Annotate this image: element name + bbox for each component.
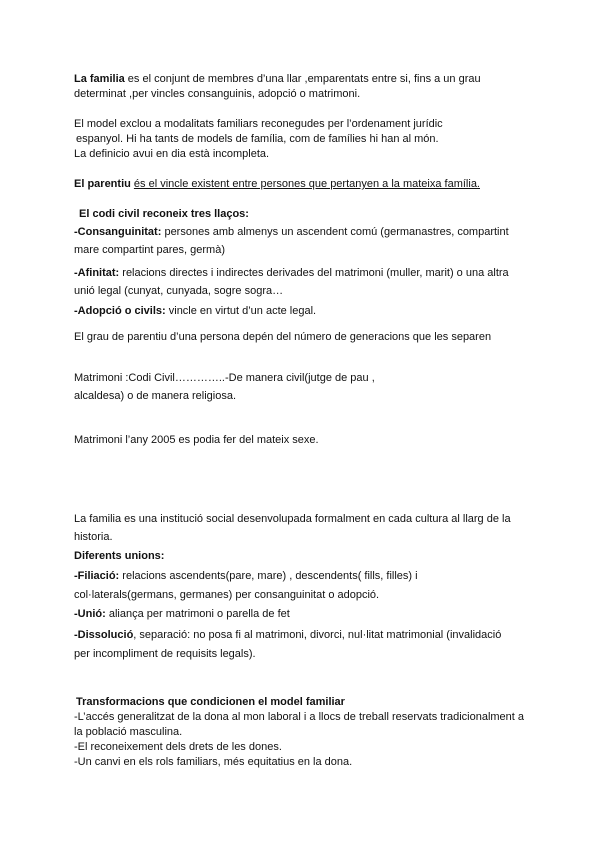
term-dissolucio: -Dissolució bbox=[74, 629, 134, 641]
text-line: per incompliment de requisits legals). bbox=[74, 648, 256, 660]
text-line: El grau de parentiu d’una persona depén del número de generacions que les separen bbox=[74, 331, 492, 343]
term-adopcio: -Adopció o civils: bbox=[74, 305, 166, 317]
unio-line: -Unió: aliança per matrimoni o parella de fet bbox=[74, 608, 290, 620]
text-line: espanyol. Hi ha tants de models de família, com de famílies hi han al món. bbox=[76, 133, 439, 145]
transformacions-heading: Transformacions que condicionen el model familiar bbox=[76, 696, 345, 708]
term-unio: -Unió: bbox=[74, 608, 106, 620]
term-familia: La familia bbox=[74, 73, 125, 85]
codi-civil-heading: El codi civil reconeix tres llaços: bbox=[79, 208, 249, 220]
afinitat-line: -Afinitat: relacions directes i indirectes derivades del matrimoni (muller, marit) o una altra bbox=[74, 267, 509, 279]
list-item: -L’accés generalitzat de la dona al mon laboral i a llocs de treball reservats tradicionalment a bbox=[74, 711, 525, 723]
text-line: Matrimoni l’any 2005 es podia fer del mateix sexe. bbox=[74, 434, 319, 446]
text-line: unió legal (cunyat, cunyada, sogre sogra… bbox=[74, 285, 284, 297]
text-line: Matrimoni :Codi Civil…………..-De manera civil(jutge de pau , bbox=[74, 372, 375, 384]
text-line: mare compartint pares, germà) bbox=[74, 244, 225, 256]
text-line: El model exclou a modalitats familiars reconegudes per l’ordenament jurídic bbox=[74, 118, 443, 130]
term-afinitat: -Afinitat: bbox=[74, 267, 120, 279]
term-consanguinitat: -Consanguinitat: bbox=[74, 226, 162, 238]
consanguinitat-line: -Consanguinitat: persones amb almenys un ascendent comú (germanastres, compartint bbox=[74, 226, 509, 238]
text-line: La definicio avui en dia està incompleta. bbox=[74, 148, 270, 160]
text-line: alcaldesa) o de manera religiosa. bbox=[74, 390, 237, 402]
list-item: -El reconeixement dels drets de les dones. bbox=[74, 741, 282, 753]
term-filiacio: -Filiació: bbox=[74, 570, 120, 582]
familia-definition-line: La familia es el conjunt de membres d’una llar ,emparentats entre si, fins a un grau bbox=[74, 73, 481, 85]
parentiu-definition: és el vincle existent entre persones que pertanyen a la mateixa família. bbox=[133, 178, 480, 190]
parentiu-definition-line bbox=[74, 177, 480, 191]
text-line: determinat ,per vincles consanguinis, adopció o matrimoni. bbox=[74, 88, 361, 100]
text-line: La familia es una institució social desenvolupada formalment en cada cultura al llarg de la bbox=[74, 513, 511, 525]
text-line: historia. bbox=[74, 531, 113, 543]
list-item: -Un canvi en els rols familiars, més equitatius en la dona. bbox=[74, 756, 353, 768]
filiacio-line: -Filiació: relacions ascendents(pare, mare) , descendents( fills, filles) i bbox=[74, 570, 418, 582]
text-line: col·laterals(germans, germanes) per consanguinitat o adopció. bbox=[74, 589, 380, 601]
adopcio-line: -Adopció o civils: vincle en virtut d’un acte legal. bbox=[74, 305, 317, 317]
unions-heading: Diferents unions: bbox=[74, 550, 165, 562]
text-line: la població masculina. bbox=[74, 726, 183, 738]
term-parentiu: El parentiu bbox=[74, 178, 131, 190]
dissolucio-line: -Dissolució, separació: no posa fi al matrimoni, divorci, nul·litat matrimonial (invalidació bbox=[74, 629, 502, 641]
